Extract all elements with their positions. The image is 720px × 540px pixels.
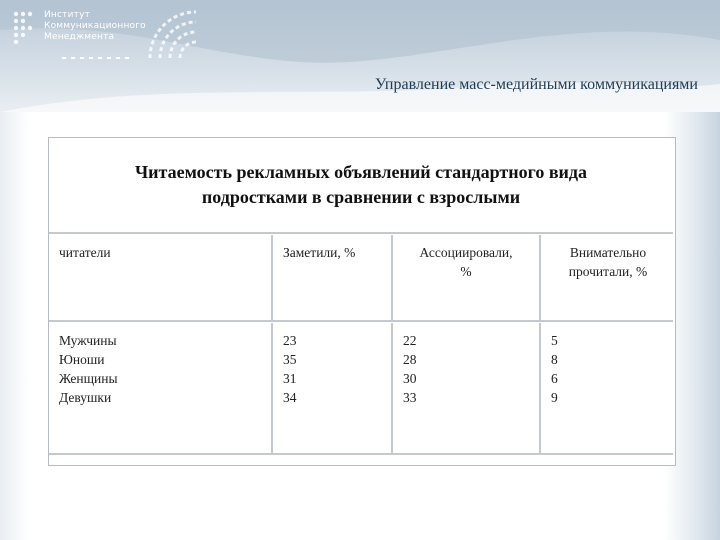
cell-associated-values bbox=[391, 323, 539, 453]
logo-text bbox=[44, 10, 146, 43]
value: 33 bbox=[403, 390, 417, 405]
value: 34 bbox=[283, 390, 297, 405]
logo-line: Институт bbox=[44, 10, 91, 20]
table-grid bbox=[49, 235, 673, 457]
cell-reader-groups bbox=[49, 323, 271, 453]
logo-line: Менеджмента bbox=[44, 32, 115, 42]
header-cell-noticed bbox=[271, 235, 391, 320]
table-title-line: подростками в сравнении с взрослыми bbox=[201, 187, 521, 207]
readership-table bbox=[48, 137, 676, 466]
value: 5 bbox=[551, 333, 558, 348]
value: 31 bbox=[283, 371, 297, 386]
header-text: читатели bbox=[59, 245, 111, 260]
cell-read-carefully-values bbox=[539, 323, 673, 453]
presentation-subject: Управление масс-медийными коммуникациями bbox=[374, 76, 698, 93]
value: 22 bbox=[403, 333, 417, 348]
header-cell-associated bbox=[391, 235, 539, 320]
value: 8 bbox=[551, 352, 558, 367]
reader-group: Девушки bbox=[59, 390, 112, 405]
header-text: % bbox=[460, 264, 472, 279]
header-band bbox=[0, 0, 720, 112]
header-text: Заметили, % bbox=[283, 245, 356, 260]
header-cell-read-carefully bbox=[539, 235, 673, 320]
header-cell-readers bbox=[49, 235, 271, 320]
value: 30 bbox=[403, 371, 417, 386]
reader-group: Женщины bbox=[59, 371, 118, 386]
left-decoration bbox=[0, 112, 30, 540]
logo-fan-icon bbox=[140, 2, 230, 62]
table-title bbox=[49, 138, 673, 234]
logo-icon bbox=[12, 10, 38, 44]
table-row bbox=[49, 323, 673, 455]
reader-group: Мужчины bbox=[59, 333, 117, 348]
table-title-line: Читаемость рекламных объявлений стандартного вида bbox=[134, 162, 588, 182]
dash-decoration bbox=[62, 56, 132, 60]
value: 9 bbox=[551, 390, 558, 405]
header-text: Ассоциировали, bbox=[419, 245, 513, 260]
header-text: Внимательно bbox=[569, 245, 647, 260]
value: 6 bbox=[551, 371, 558, 386]
logo-line: Коммуникационного bbox=[44, 21, 146, 31]
value: 23 bbox=[283, 333, 297, 348]
cell-noticed-values bbox=[271, 323, 391, 453]
table-header-row bbox=[49, 235, 673, 322]
value: 28 bbox=[403, 352, 417, 367]
reader-group: Юноши bbox=[59, 352, 105, 367]
header-text: прочитали, % bbox=[568, 264, 648, 279]
value: 35 bbox=[283, 352, 297, 367]
